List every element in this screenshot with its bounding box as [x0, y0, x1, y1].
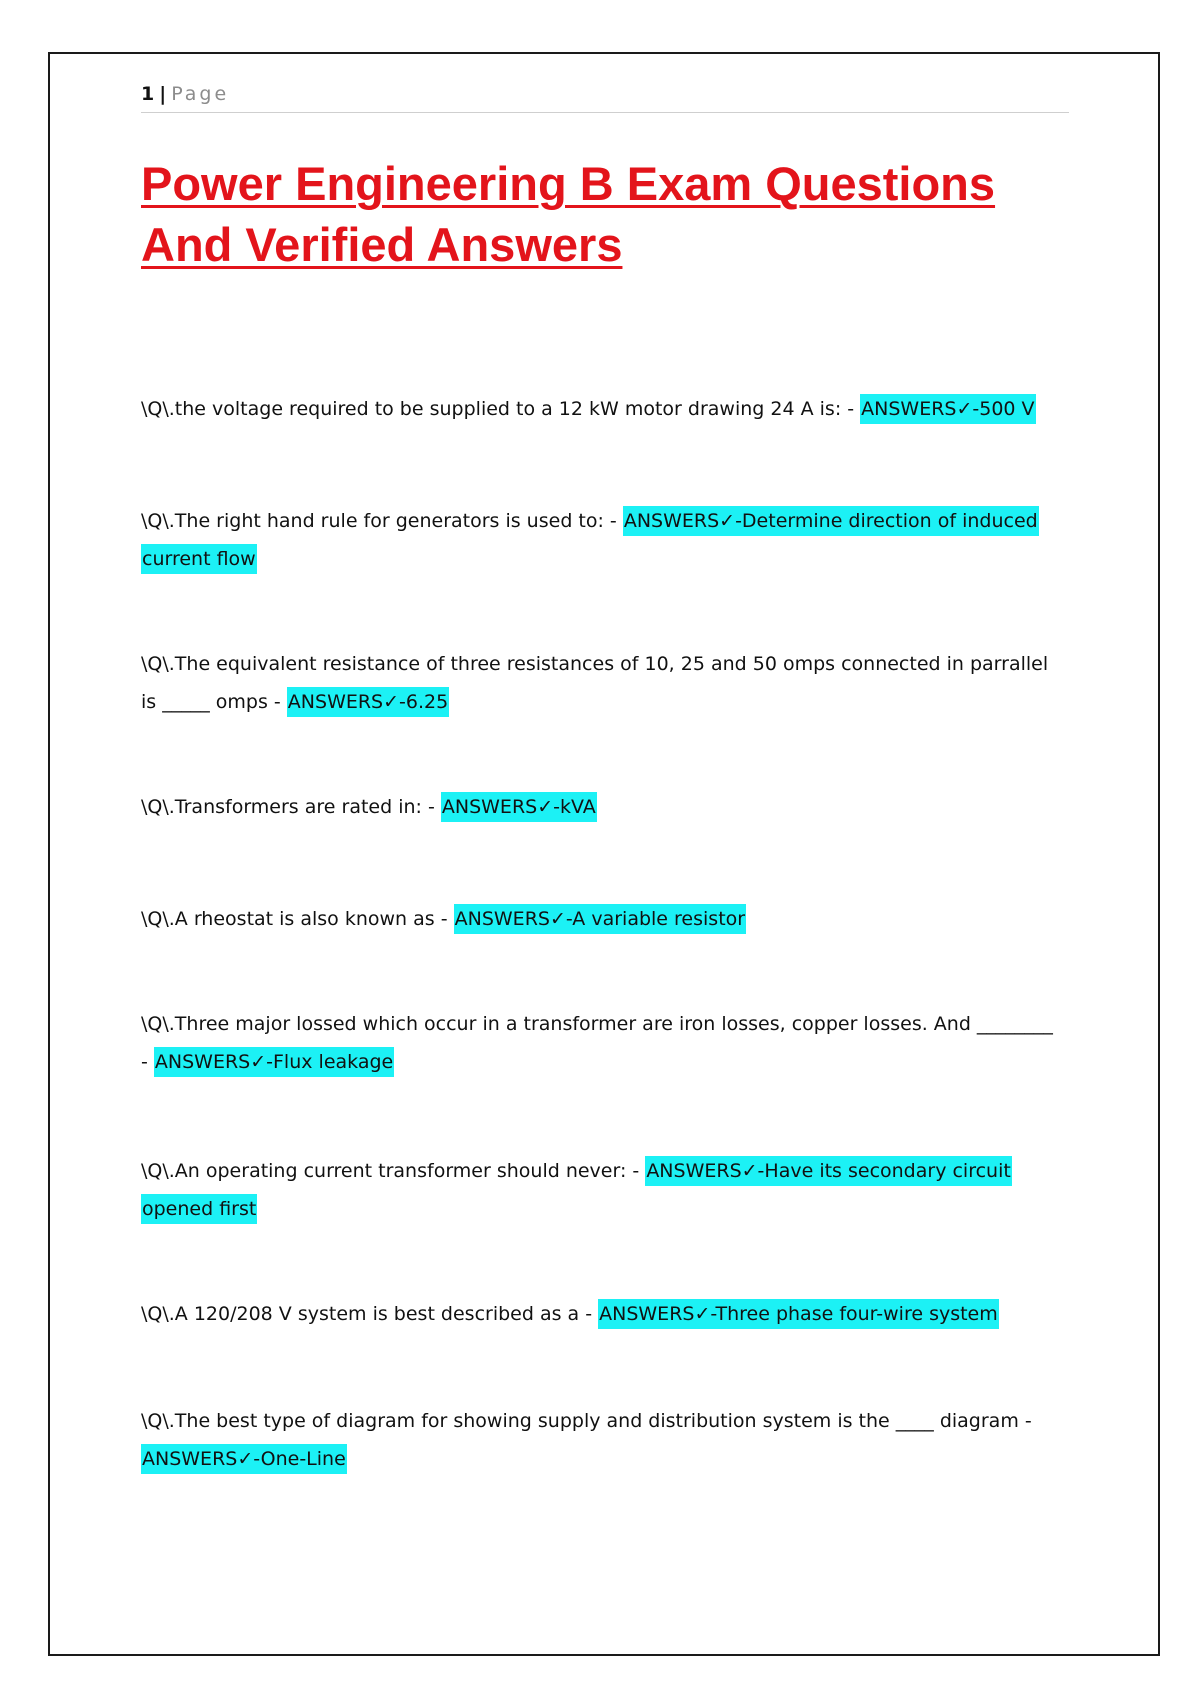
page-word: Page [171, 83, 230, 105]
question-item [141, 1005, 1061, 1081]
answer-highlight: ANSWERS✓-500 V [860, 394, 1035, 424]
question-text: \Q\.A rheostat is also known as - [141, 908, 454, 930]
question-item [141, 502, 1061, 578]
answer-highlight: ANSWERS✓-Have its secondary circuit opened first [141, 1156, 1012, 1224]
document-title: Power Engineering B Exam Questions And Verified Answers [141, 157, 996, 271]
question-item [141, 390, 1061, 428]
question-item [141, 1152, 1061, 1228]
question-text: \Q\.The right hand rule for generators is used to: - [141, 510, 623, 532]
question-text: \Q\.The best type of diagram for showing supply and distribution system is the ____ diagram - [141, 1410, 1032, 1432]
question-item [141, 1295, 1061, 1333]
answer-highlight: ANSWERS✓-kVA [441, 792, 597, 822]
answer-highlight: ANSWERS✓-Flux leakage [154, 1047, 394, 1077]
question-text: \Q\.Transformers are rated in: - [141, 796, 441, 818]
question-text: \Q\.the voltage required to be supplied to a 12 kW motor drawing 24 A is: - [141, 398, 861, 420]
answer-highlight: ANSWERS✓-Determine direction of induced current flow [141, 506, 1039, 574]
answer-highlight: ANSWERS✓-Three phase four-wire system [598, 1299, 999, 1329]
question-item [141, 788, 1061, 826]
question-item [141, 645, 1061, 721]
question-text: \Q\.A 120/208 V system is best described as a - [141, 1303, 599, 1325]
page-header [141, 80, 1069, 113]
answer-highlight: ANSWERS✓-A variable resistor [454, 904, 746, 934]
answer-highlight: ANSWERS✓-One-Line [141, 1444, 347, 1474]
question-item [141, 900, 1061, 938]
answer-highlight: ANSWERS✓-6.25 [287, 687, 449, 717]
page-separator: | [159, 83, 167, 105]
question-text: \Q\.An operating current transformer should never: - [141, 1160, 646, 1182]
question-list [141, 390, 1061, 1552]
question-text: \Q\.Three major lossed which occur in a transformer are iron losses, copper losses. And ________ - [141, 1013, 1053, 1073]
page-number: 1 [141, 83, 155, 105]
question-item [141, 1402, 1061, 1478]
question-text: \Q\.The equivalent resistance of three resistances of 10, 25 and 50 omps connected in parrallel is _____ omps - [141, 653, 1049, 713]
